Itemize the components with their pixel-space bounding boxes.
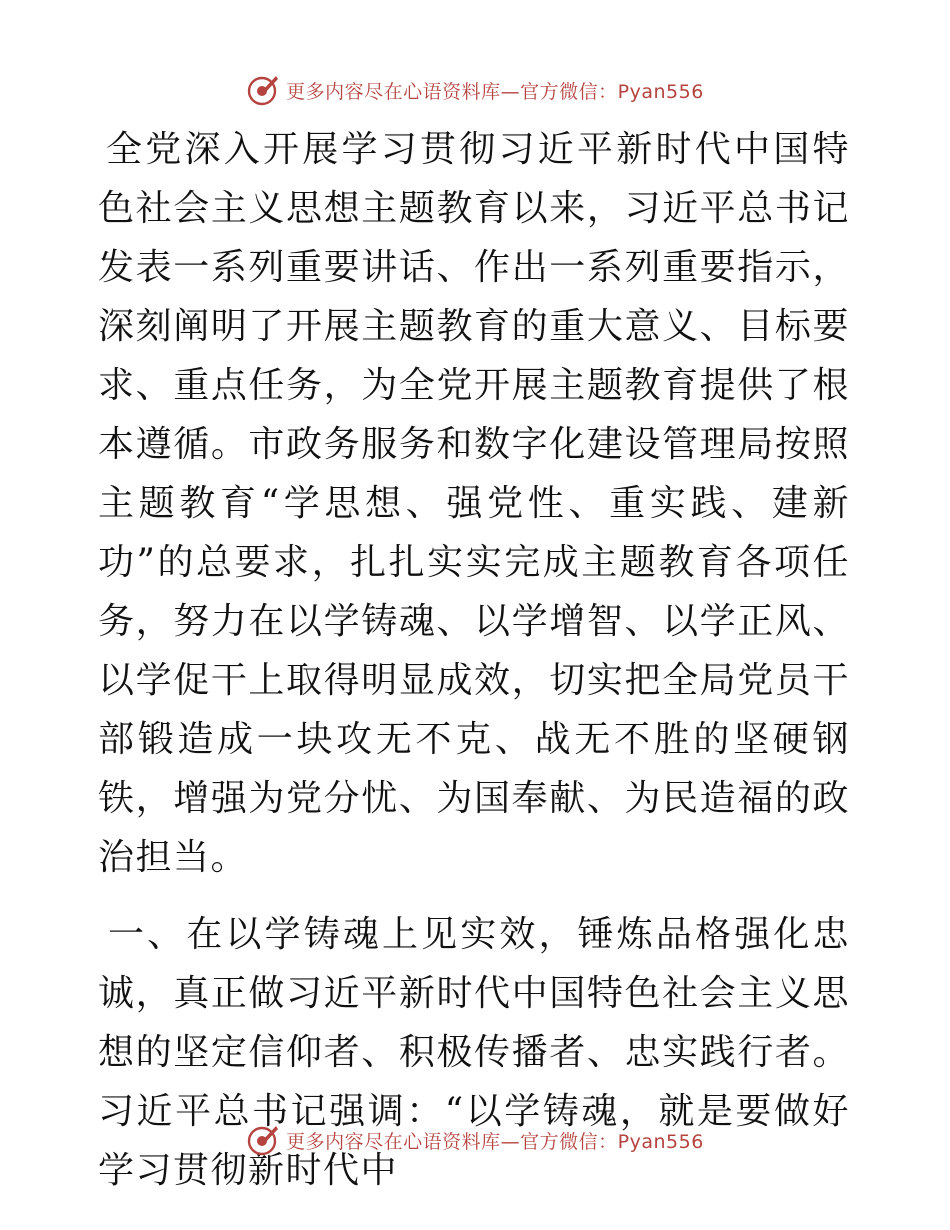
quill-logo-icon [246, 73, 280, 107]
section-heading-paragraph: 一、在以学铸魂上见实效，锤炼品格强化忠诚，真正做习近平新时代中国特色社会主义思想的坚定信仰者、积极传播者、忠实践行者。习近平总书记强调：“以学铸魂，就是要做好学习贯彻新时代中 [98, 914, 850, 1191]
body-paragraph: 全党深入开展学习贯彻习近平新时代中国特色社会主义思想主题教育以来，习近平总书记发表一系列重要讲话、作出一系列重要指示，深刻阐明了开展主题教育的重大意义、目标要求、重点任务，为全党开展主题教育提供了根本遵循。市政务服务和数字化建设管理局按照主题教育“学思想、强党性、重实践、建新功”的总要求，扎扎实实完成主题教育各项任务，努力在以学铸魂、以学增智、以学正风、以学促干上取得明显成效，切实把全局党员干部锻造成一块攻无不克、战无不胜的坚硬钢铁，增强为党分忧、为国奉献、为民造福的政治担当。 [98, 129, 850, 878]
footer-watermark [0, 1120, 950, 1160]
watermark-text: 更多内容尽在心语资料库—官方微信：Pyan556 [286, 1130, 704, 1153]
watermark-text: 更多内容尽在心语资料库—官方微信：Pyan556 [286, 80, 704, 103]
quill-logo-icon [246, 1123, 280, 1157]
document-body [98, 120, 850, 1200]
header-watermark [0, 70, 950, 110]
